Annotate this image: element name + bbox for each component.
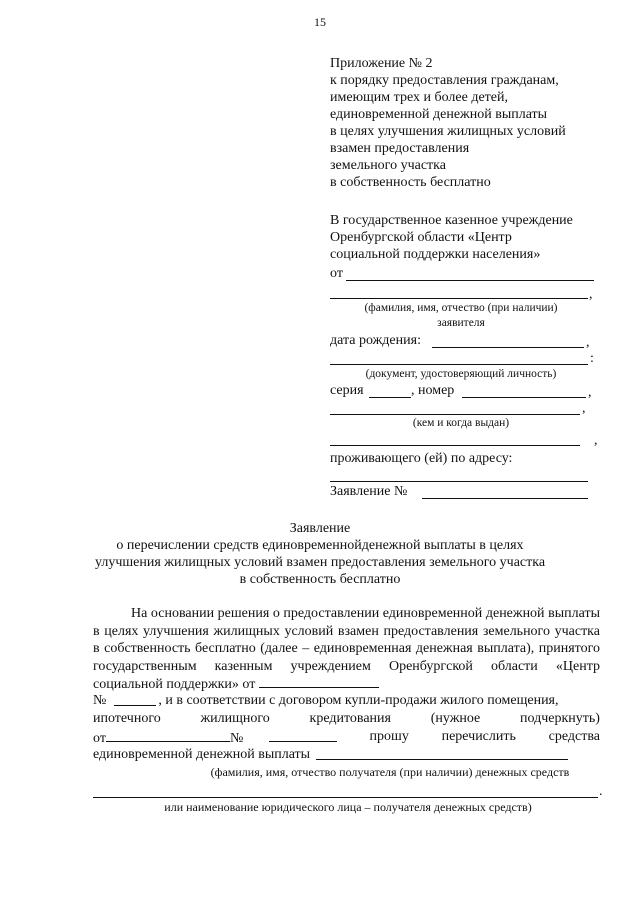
decision-number-field[interactable] xyxy=(114,693,156,706)
comma: , xyxy=(586,335,590,350)
decision-date-field[interactable] xyxy=(259,675,379,688)
addressee-line: Оренбургской области «Центр xyxy=(330,230,512,245)
caption-fio: (фамилия, имя, отчество (при наличии) xyxy=(364,302,558,314)
body-paragraph-text: На основании решения о предоставлении единовременной денежной выплаты в целях улучшения жилищных условий взамен предоставления земельного участка в собственность бесплатно (далее – единовременная денежная выплата), принятого государственным казенным учреждением Оренбургской области «Центр социальной поддержки» от xyxy=(93,606,600,692)
caption-document: (документ, удостоверяющий личность) xyxy=(365,368,557,380)
body-row-mortgage xyxy=(93,711,600,727)
address-label: проживающего (ей) по адресу: xyxy=(330,451,513,466)
word: прошу xyxy=(369,729,409,744)
statement-number-field[interactable] xyxy=(422,498,588,499)
birth-date-field[interactable] xyxy=(432,347,584,348)
fio-field[interactable] xyxy=(330,298,588,299)
body-row-request xyxy=(93,729,600,747)
appendix-line: к порядку предоставления гражданам, xyxy=(330,73,559,88)
statement-subtitle-line: о перечислении средств единовременнойденежной выплаты в целях xyxy=(116,538,524,553)
word: (нужное xyxy=(430,711,481,726)
from-label: от xyxy=(330,266,343,281)
word: средства xyxy=(548,729,600,744)
word: кредитования xyxy=(309,711,391,726)
caption-recipient: (фамилия, имя, отчество получателя (при наличии) денежных средств xyxy=(210,765,570,779)
contract-date-field[interactable] xyxy=(106,729,230,742)
word: перечислить xyxy=(441,729,516,744)
addressee-block xyxy=(330,212,573,263)
payment-text: единовременной денежной выплаты xyxy=(93,747,311,762)
statement-heading xyxy=(0,520,640,588)
colon: : xyxy=(590,351,594,366)
caption-legal-entity: или наименование юридического лица – получателя денежных средств) xyxy=(164,800,532,814)
contract-number-field[interactable] xyxy=(269,729,337,742)
address-line-field[interactable] xyxy=(330,445,580,446)
statement-title: Заявление xyxy=(289,521,351,536)
body-row-recipient xyxy=(93,747,600,763)
appendix-block xyxy=(330,55,566,191)
number-sign: № xyxy=(93,693,107,708)
birth-label: дата рождения: xyxy=(330,333,421,348)
recipient-field[interactable] xyxy=(316,747,568,760)
appendix-line: взамен предоставления xyxy=(330,141,470,156)
number-label: , номер xyxy=(411,383,455,398)
appendix-line: единовременной денежной выплаты xyxy=(330,107,548,122)
recipient-continued-field[interactable] xyxy=(93,797,598,798)
word: ипотечного xyxy=(93,711,161,726)
comma: , xyxy=(582,401,586,416)
appendix-line: имеющим трех и более детей, xyxy=(330,90,508,105)
appendix-line: в целях улучшения жилищных условий xyxy=(330,124,566,139)
series-field[interactable] xyxy=(369,397,411,398)
issued-field[interactable] xyxy=(330,414,580,415)
addressee-line: В государственное казенное учреждение xyxy=(330,213,573,228)
from-field[interactable] xyxy=(346,280,594,281)
addressee-line: социальной поддержки населения» xyxy=(330,247,541,262)
period: . xyxy=(599,784,603,799)
comma: , xyxy=(588,385,592,400)
body-paragraph xyxy=(93,605,600,694)
comma: , xyxy=(594,433,598,448)
contract-text: , и в соответствии с договором купли-продажи жилого помещения, xyxy=(158,693,559,708)
comma: , xyxy=(589,287,593,302)
word: подчеркнуть) xyxy=(520,711,600,726)
from-word: от xyxy=(93,731,106,746)
page-number: 15 xyxy=(314,15,326,29)
caption-issued: (кем и когда выдан) xyxy=(412,417,510,429)
number-field[interactable] xyxy=(462,397,586,398)
address-field[interactable] xyxy=(330,481,588,482)
appendix-line: земельного участка xyxy=(330,158,446,173)
number-sign: № xyxy=(229,731,244,746)
appendix-title: Приложение № 2 xyxy=(330,56,433,71)
body-row-contract xyxy=(93,693,600,709)
word: жилищного xyxy=(200,711,270,726)
document-field[interactable] xyxy=(330,364,588,365)
statement-subtitle-line: в собственность бесплатно xyxy=(239,572,401,587)
statement-subtitle-line: улучшения жилищных условий взамен предоставления земельного участка xyxy=(94,555,546,570)
appendix-line: в собственность бесплатно xyxy=(330,175,491,190)
caption-applicant: заявителя xyxy=(437,317,485,329)
series-label: серия xyxy=(330,383,364,398)
statement-label: Заявление № xyxy=(330,484,408,499)
